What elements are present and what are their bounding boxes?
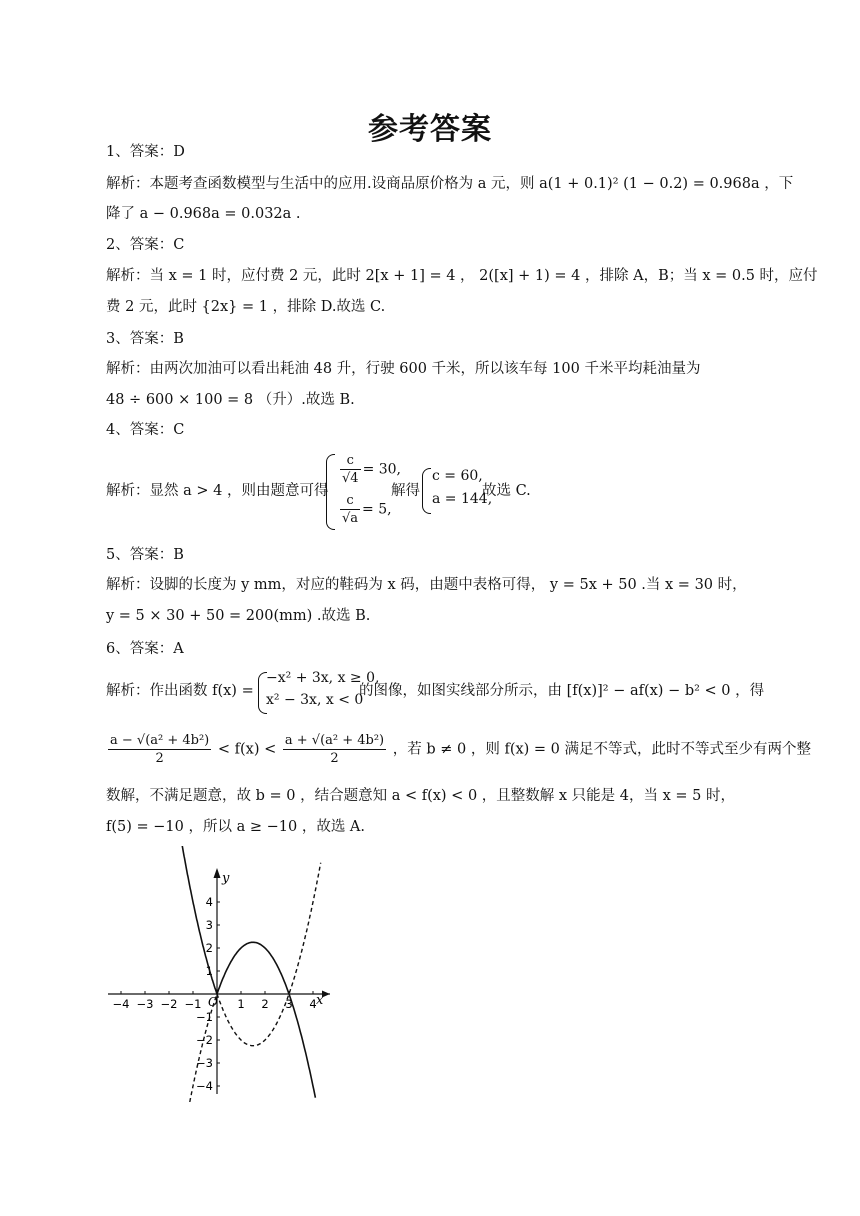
analysis-4-suffix: 故选 C. <box>482 483 531 499</box>
y-tick-label: −2 <box>196 1033 213 1047</box>
fraction: $\frac{c}{√a}$ <box>342 493 359 526</box>
analysis-2-line-1: 解析：当 x = 1 时，应付费 2 元，此时 2[x + 1] = 4 ， 2([x] + 1) = 4 ，排除 A，B；当 x = 0.5 时，应付 <box>106 268 818 284</box>
fraction-right: $\frac{\text{a + √(a² + 4b²)}}{2}$ <box>284 733 385 766</box>
x-tick-label: −3 <box>136 997 154 1011</box>
y-axis-label: y <box>222 871 230 886</box>
analysis-3-line-1: 解析：由两次加油可以看出耗油 48 升，行驶 600 千米，所以该车每 100 千米平均耗油量为 <box>106 361 701 377</box>
analysis-6-line-1-suffix: 的图像，如图实线部分所示，由 [f(x)]² − af(x) − b² < 0 ，得 <box>359 683 765 699</box>
analysis-6-line-1-prefix: 解析：作出函数 f(x) = <box>106 683 254 699</box>
fraction-left: $\frac{\text{a − √(a² + 4b²)}}{2}$ <box>110 733 210 766</box>
y-tick-label: 4 <box>205 895 213 909</box>
analysis-6-line-3: 数解，不满足题意，故 b = 0 ，结合题意知 a < f(x) < 0 ，且整数解 x 只能是 4，当 x = 5 时， <box>106 788 735 804</box>
y-tick-label: 2 <box>205 941 213 955</box>
x-tick-label: −1 <box>184 997 202 1011</box>
brace <box>326 454 335 530</box>
brace <box>422 468 431 514</box>
analysis-1-line-2: 降了 a − 0.968a = 0.032a . <box>106 206 301 222</box>
equation-system-2: c = 60, a = 144, <box>422 466 492 516</box>
analysis-4-mid: 解得 <box>391 483 420 499</box>
answer-5: 5、答案：B <box>106 547 184 563</box>
answer-1: 1、答案：D <box>106 144 185 160</box>
analysis-2-line-2: 费 2 元，此时 {2x} = 1 ，排除 D.故选 C. <box>106 299 386 315</box>
answer-2: 2、答案：C <box>106 237 185 253</box>
answer-3: 3、答案：B <box>106 331 184 347</box>
x-tick-label: 4 <box>309 997 317 1011</box>
x-tick-label: 3 <box>285 997 293 1011</box>
y-tick-label: −4 <box>196 1079 213 1093</box>
piecewise-function: −x² + 3x, x ≥ 0, x² − 3x, x < 0 <box>258 670 368 716</box>
analysis-5-line-2: y = 5 × 30 + 50 = 200(mm) .故选 B. <box>106 608 371 624</box>
answer-6: 6、答案：A <box>106 641 184 657</box>
x-tick-label: 1 <box>237 997 245 1011</box>
analysis-4-prefix: 解析：显然 a > 4 ，则由题意可得 <box>106 483 329 499</box>
analysis-6-line-4: f(5) = −10 ，所以 a ≥ −10 ，故选 A. <box>106 819 366 835</box>
x-axis-label: x <box>316 993 324 1008</box>
x-tick-label: −4 <box>112 997 130 1011</box>
analysis-1-line-1: 解析：本题考查函数模型与生活中的应用.设商品原价格为 a 元，则 a(1 + 0.1)² (1 − 0.2) = 0.968a ，下 <box>106 176 794 192</box>
page-title: 参考答案 <box>368 112 492 147</box>
y-tick-label: −3 <box>196 1056 213 1070</box>
analysis-3-line-2: 48 ÷ 600 × 100 = 8 （升）.故选 B. <box>106 392 355 408</box>
analysis-5-line-1: 解析：设脚的长度为 y mm，对应的鞋码为 x 码，由题中表格可得， y = 5x + 50 .当 x = 30 时， <box>106 577 747 593</box>
y-tick-label: 1 <box>205 964 213 978</box>
y-tick-label: 3 <box>205 918 213 932</box>
fraction: $\frac{c}{√4}$ <box>342 453 359 486</box>
x-tick-label: 2 <box>261 997 269 1011</box>
y-tick-label: −1 <box>196 1010 213 1024</box>
equation-system-1: $\frac{c}{√4}$ = 30, $\frac{c}{√a}$ = 5, <box>326 452 396 532</box>
analysis-6-line-2: $\frac{\text{a − √(a² + 4b²)}}{2}$ < f(x) < $\frac{\text{a + √(a² + 4b²)}}{2}$ ，若 b ≠ 0 ，则 f(x) = 0 满足不等式，此时不等式至少有两个整 <box>110 733 812 766</box>
function-graph <box>104 846 334 1102</box>
origin-label: O <box>208 995 218 1009</box>
x-tick-label: −2 <box>160 997 178 1011</box>
answer-4: 4、答案：C <box>106 422 185 438</box>
